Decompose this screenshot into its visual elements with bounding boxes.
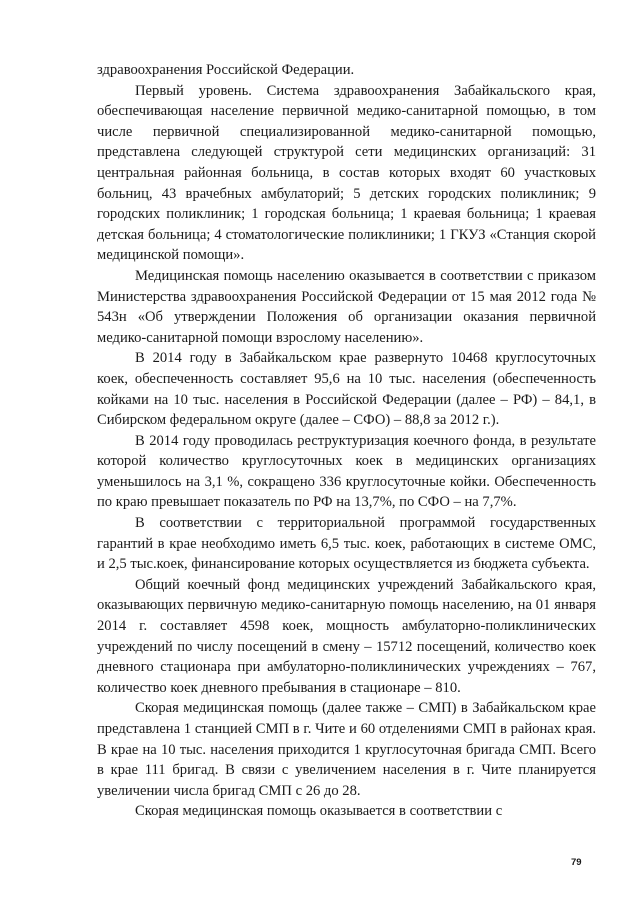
paragraph-bed-fund: Общий коечный фонд медицинских учреждений Забайкальского края, оказывающих первичную медико-санитарную помощь населению, на 01 января 2014 г. составляет 4598 коек, мощность амбулаторно-поликлинических учреждений по числу посещений в смену – 15712 посещений, количество коек дневного стационара при амбулаторно-поликлинических учреждениях – 767, количество коек дневного пребывания в стационаре – 810. [97, 576, 596, 696]
paragraph-restructuring: В 2014 году проводилась реструктуризация коечного фонда, в результате которой количество круглосуточных коек в медицинских организациях уменьшилось на 3,1 %, сокращено 336 круглосуточные койки. Обеспеченность по краю превышает показатель по РФ на 13,7%, по СФО – на 7,7%. [97, 432, 596, 511]
paragraph-first-level: Первый уровень. Система здравоохранения Забайкальского края, обеспечивающая население первичной медико-санитарной помощью, в том числе первичной специализированной медико-санитарной помощью, представлена следующей структурой сети медицинских организаций: 31 центральная районная больница, в состав которых входят 60 участковых больниц, 43 врачебных амбулаторий; 5 детских городских поликлиник; 9 городских поликлиник; 1 городская больница; 1 краевая больница; 1 краевая детская больница; 4 стоматологические поликлиники; 1 ГКУЗ «Станция скорой медицинской помощи». [97, 82, 596, 264]
paragraph-emergency-continued: Скорая медицинская помощь оказывается в соответствии с [135, 803, 503, 820]
paragraph-bed-capacity: В 2014 году в Забайкальском крае развернуто 10468 круглосуточных коек, обеспеченность составляет 95,6 на 10 тыс. населения (обеспеченность койками на 10 тыс. населения в Российской Федерации (далее – РФ) – 84,1, в Сибирском федеральном округе (далее – СФО) – 88,8 за 2012 г.). [97, 350, 596, 429]
paragraph-state-guarantees: В соответствии с территориальной программой государственных гарантий в крае необходимо иметь 6,5 тыс. коек, работающих в системе ОМС, и 2,5 тыс.коек, финансирование которых осуществляется из бюджета субъекта. [97, 515, 596, 573]
paragraph-emergency-care: Скорая медицинская помощь (далее также – СМП) в Забайкальском крае представлена 1 станцией СМП в г. Чите и 60 отделениями СМП в районах края. В крае на 10 тыс. населения приходится 1 круглосуточная бригада СМП. Всего в крае 111 бригад. В связи с увеличением населения в г. Чите планируется увеличении числа бригад СМП с 26 до 28. [97, 700, 596, 799]
body-text [97, 60, 596, 822]
paragraph-continuation: здравоохранения Российской Федерации. [97, 62, 355, 78]
page-number: 79 [571, 857, 582, 868]
paragraph-order-reference: Медицинская помощь населению оказывается в соответствии с приказом Министерства здравоохранения Российской Федерации от 15 мая 2012 года № 543н «Об утверждении Положения об организации оказания первичной медико-санитарной помощи взрослому населению». [97, 267, 596, 346]
